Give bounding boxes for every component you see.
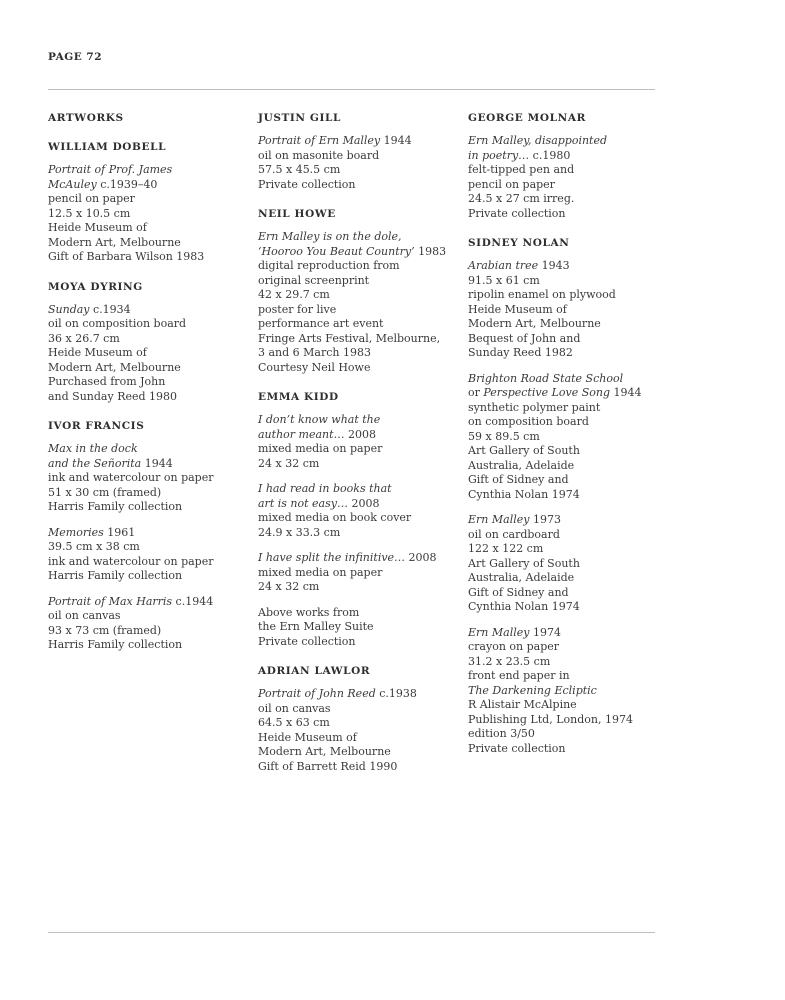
artwork-detail-text: 2008 — [347, 496, 380, 510]
column-2 — [258, 112, 458, 790]
artwork-title-text: Ern Malley, disappointed — [468, 134, 608, 147]
artwork-detail-text: Cynthia Nolan 1974 — [468, 487, 580, 501]
artist-name: NEIL HOWE — [258, 208, 336, 220]
artwork-detail-text: Australia, Adelaide — [468, 571, 575, 584]
artwork-line — [258, 163, 458, 178]
artwork-line — [48, 569, 248, 584]
artwork-line — [468, 207, 668, 222]
artwork-detail-text: pencil on paper — [48, 192, 135, 205]
artwork-line — [468, 259, 668, 274]
artwork-detail-text: Fringe Arts Festival, Melbourne, — [258, 331, 441, 345]
artwork-entry — [258, 134, 458, 192]
artwork-detail-text: 2008 — [405, 551, 437, 564]
artwork-detail-text: front end paper in — [468, 669, 570, 682]
artwork-detail-text: 42 x 29.7 cm — [258, 288, 330, 301]
artwork-line — [468, 542, 668, 557]
artwork-line — [258, 274, 458, 289]
artwork-detail-text: poster for live — [258, 302, 337, 316]
artwork-detail-text: 1944 — [610, 386, 642, 399]
section-title: ARTWORKS — [48, 112, 124, 124]
artwork-entry — [258, 687, 458, 774]
artwork-line — [468, 163, 668, 178]
artwork-line — [468, 640, 668, 655]
artwork-line — [48, 250, 248, 265]
artwork-line — [468, 684, 668, 699]
artwork-line — [258, 245, 458, 260]
artist-group — [48, 281, 248, 405]
artwork-detail-text: Private collection — [468, 741, 566, 755]
artwork-title-text: in poetry… — [468, 148, 530, 162]
artwork-entry — [48, 526, 248, 584]
artwork-title-text: Portrait of Ern Malley — [258, 134, 381, 147]
artist-name: MOYA DYRING — [48, 280, 143, 293]
artist-name: EMMA KIDD — [258, 391, 339, 403]
artwork-detail-text: oil on masonite board — [258, 148, 380, 162]
artwork-detail-text: Gift of Barrett Reid 1990 — [258, 759, 398, 773]
artist-name: SIDNEY NOLAN — [468, 237, 570, 249]
artist-group — [468, 237, 668, 756]
artwork-line — [468, 698, 668, 713]
artwork-detail-text: R Alistair McAlpine — [468, 698, 577, 711]
artwork-detail-text: oil on composition board — [48, 317, 187, 330]
artwork-line — [258, 635, 458, 650]
artwork-line — [468, 586, 668, 601]
artwork-line — [468, 303, 668, 318]
artwork-line — [258, 687, 458, 702]
artwork-line — [468, 317, 668, 332]
artwork-detail-text: 24.5 x 27 cm irreg. — [468, 192, 575, 205]
artwork-title-text: Sunday — [48, 302, 90, 316]
artwork-line — [48, 390, 248, 405]
artwork-line — [48, 555, 248, 570]
artwork-title-text: I have split the infinitive… — [258, 551, 406, 564]
artwork-detail-text: felt-tipped pen and — [468, 163, 575, 176]
artwork-line — [468, 274, 668, 289]
artwork-title-text: Ern Malley — [468, 513, 530, 526]
artwork-line — [468, 386, 668, 401]
artwork-line — [258, 259, 458, 274]
artwork-line — [48, 624, 248, 639]
artwork-detail-text: Heide Museum of — [48, 221, 147, 234]
artwork-line — [468, 571, 668, 586]
artwork-detail-text: Courtesy Neil Howe — [258, 360, 371, 374]
artwork-line — [468, 149, 668, 164]
artwork-detail-text: original screenprint — [258, 273, 370, 287]
artwork-entry — [468, 626, 668, 757]
artwork-line — [468, 444, 668, 459]
artwork-detail-text: mixed media on paper — [258, 442, 383, 455]
artwork-line — [48, 442, 248, 457]
artwork-line — [48, 500, 248, 515]
artwork-detail-text: synthetic polymer paint — [468, 400, 601, 414]
artwork-detail-text: Publishing Ltd, London, 1974 — [468, 712, 633, 726]
artwork-detail-text: 3 and 6 March 1983 — [258, 346, 371, 359]
artist-group — [258, 112, 458, 192]
artwork-line — [258, 332, 458, 347]
artwork-line — [48, 236, 248, 251]
artwork-detail-text: Australia, Adelaide — [468, 458, 575, 472]
artwork-line — [468, 192, 668, 207]
artwork-line — [48, 317, 248, 332]
artwork-detail-text: 1983 — [414, 244, 447, 258]
artist-group — [468, 112, 668, 221]
artwork-line — [468, 528, 668, 543]
artist-group — [258, 665, 458, 774]
artwork-title-text: ‘Hooroo You Beaut Country’ — [258, 244, 415, 258]
artwork-title-text: Memories — [48, 525, 104, 539]
artwork-detail-text: 12.5 x 10.5 cm — [48, 206, 131, 220]
artwork-line — [468, 727, 668, 742]
artwork-detail-text: pencil on paper — [468, 177, 555, 191]
artwork-detail-text: mixed media on book cover — [258, 511, 412, 524]
artwork-detail-text: Modern Art, Melbourne — [48, 360, 181, 374]
artwork-entry — [258, 413, 458, 471]
artwork-title-text: The Darkening Ecliptic — [468, 683, 597, 697]
artwork-detail-text: Modern Art, Melbourne — [48, 235, 181, 249]
artwork-title-text: McAuley — [48, 177, 97, 191]
artwork-detail-text: crayon on paper — [468, 640, 560, 653]
artwork-detail-text: digital reproduction from — [258, 259, 400, 272]
artwork-line — [258, 566, 458, 581]
artwork-title-text: Brighton Road State School — [468, 371, 624, 385]
artwork-title-text: Perspective Love Song — [483, 386, 611, 399]
artist-name: WILLIAM DOBELL — [48, 141, 167, 153]
artwork-line — [48, 540, 248, 555]
artwork-detail-text: Heide Museum of — [468, 302, 567, 316]
artwork-detail-text: 93 x 73 cm (framed) — [48, 623, 162, 637]
artwork-detail-text: Modern Art, Melbourne — [468, 317, 601, 330]
artwork-title-text: Portrait of John Reed — [258, 687, 376, 700]
artwork-detail-text: Purchased from John — [48, 375, 166, 388]
artwork-detail-text: edition 3/50 — [468, 727, 535, 740]
artwork-detail-text: Private collection — [468, 206, 566, 220]
artwork-detail-text: ink and watercolour on paper — [48, 554, 214, 568]
artwork-line — [468, 372, 668, 387]
artwork-line — [468, 178, 668, 193]
artwork-detail-text: ink and watercolour on paper — [48, 471, 214, 484]
artwork-line — [258, 288, 458, 303]
artwork-line — [258, 760, 458, 775]
artwork-line — [468, 742, 668, 757]
artwork-line — [468, 415, 668, 430]
artwork-line — [48, 609, 248, 624]
artwork-title-text: author meant… — [258, 427, 345, 441]
artwork-line — [258, 442, 458, 457]
artwork-entry — [258, 551, 458, 595]
artwork-detail-text: Private collection — [258, 634, 356, 648]
artist-group — [48, 141, 248, 265]
artwork-line — [258, 303, 458, 318]
artwork-detail-text: or — [468, 386, 484, 399]
artwork-line — [258, 497, 458, 512]
artwork-detail-text: 24.9 x 33.3 cm — [258, 525, 341, 539]
artwork-entry — [258, 606, 458, 650]
artwork-detail-text: c.1939–40 — [96, 177, 158, 191]
artwork-line — [258, 620, 458, 635]
artwork-title-text: Portrait of Prof. James — [48, 163, 173, 176]
artwork-detail-text: 39.5 cm x 38 cm — [48, 540, 140, 553]
artwork-detail-text: Harris Family collection — [48, 638, 183, 651]
artwork-line — [468, 513, 668, 528]
artwork-line — [258, 134, 458, 149]
artwork-line — [468, 557, 668, 572]
artwork-detail-text: ripolin enamel on plywood — [468, 288, 616, 301]
artwork-line — [468, 600, 668, 615]
artwork-detail-text: 2008 — [344, 427, 377, 441]
artwork-line — [48, 346, 248, 361]
artwork-detail-text: 1943 — [538, 259, 570, 272]
artist-name: GEORGE MOLNAR — [468, 112, 586, 124]
artwork-line — [468, 134, 668, 149]
artwork-line — [468, 626, 668, 641]
artwork-detail-text: Gift of Sidney and — [468, 473, 569, 486]
artwork-title-text: Ern Malley is on the dole, — [258, 230, 402, 243]
artwork-line — [468, 430, 668, 445]
artwork-detail-text: Gift of Barbara Wilson 1983 — [48, 250, 205, 263]
artwork-detail-text: 31.2 x 23.5 cm — [468, 654, 551, 668]
artwork-line — [48, 332, 248, 347]
artwork-line — [468, 332, 668, 347]
artwork-line — [258, 702, 458, 717]
artwork-detail-text: 1944 — [380, 134, 412, 147]
artwork-detail-text: Heide Museum of — [48, 346, 147, 359]
top-divider — [48, 89, 655, 90]
artwork-entry — [468, 372, 668, 503]
artwork-title-text: I had read in books that — [258, 482, 392, 495]
artwork-title-text: Max in the dock — [48, 442, 138, 455]
page-number: PAGE 72 — [48, 51, 103, 63]
artwork-line — [468, 669, 668, 684]
artwork-line — [48, 595, 248, 610]
artist-name: ADRIAN LAWLOR — [258, 665, 371, 677]
artwork-detail-text: c.1944 — [172, 594, 214, 608]
artwork-detail-text: Private collection — [258, 177, 356, 191]
artwork-entry — [258, 482, 458, 540]
artwork-title-text: Arabian tree — [468, 259, 539, 272]
artist-group — [48, 420, 248, 653]
artwork-line — [258, 551, 458, 566]
artwork-line — [48, 457, 248, 472]
artwork-line — [258, 413, 458, 428]
artwork-detail-text: 36 x 26.7 cm — [48, 331, 120, 345]
artwork-detail-text: Above works from — [258, 605, 360, 619]
artwork-line — [48, 221, 248, 236]
artwork-line — [258, 526, 458, 541]
artwork-detail-text: on composition board — [468, 415, 589, 428]
artwork-line — [258, 511, 458, 526]
artist-group — [258, 391, 458, 649]
artwork-line — [258, 482, 458, 497]
artwork-detail-text: Harris Family collection — [48, 569, 183, 582]
artwork-line — [468, 459, 668, 474]
artwork-detail-text: 64.5 x 63 cm — [258, 716, 330, 729]
artwork-line — [48, 207, 248, 222]
artwork-detail-text: 1944 — [141, 456, 173, 470]
artwork-title-text: art is not easy… — [258, 496, 348, 510]
artwork-detail-text: 24 x 32 cm — [258, 456, 320, 470]
artist-group — [258, 208, 458, 375]
artwork-line — [48, 486, 248, 501]
artwork-detail-text: 91.5 x 61 cm — [468, 273, 540, 287]
artwork-line — [48, 192, 248, 207]
artwork-line — [258, 230, 458, 245]
column-1 — [48, 112, 248, 669]
artwork-line — [48, 361, 248, 376]
artist-name: IVOR FRANCIS — [48, 420, 145, 432]
artwork-detail-text: Heide Museum of — [258, 730, 357, 744]
artwork-entry — [468, 259, 668, 361]
artwork-line — [258, 580, 458, 595]
artwork-title-text: Ern Malley — [468, 625, 530, 639]
artwork-detail-text: 1961 — [103, 525, 136, 539]
artwork-detail-text: Gift of Sidney and — [468, 585, 569, 599]
artwork-title-text: and the Señorita — [48, 456, 142, 470]
artwork-detail-text: oil on cardboard — [468, 527, 560, 541]
artwork-line — [48, 303, 248, 318]
artwork-detail-text: Modern Art, Melbourne — [258, 745, 391, 758]
artwork-detail-text: 122 x 122 cm — [468, 542, 544, 555]
artwork-detail-text: performance art event — [258, 317, 384, 330]
artwork-line — [258, 346, 458, 361]
artwork-line — [48, 375, 248, 390]
artwork-line — [258, 731, 458, 746]
artwork-line — [258, 428, 458, 443]
artwork-detail-text: oil on canvas — [258, 701, 331, 715]
artwork-detail-text: 24 x 32 cm — [258, 580, 320, 593]
artwork-line — [48, 178, 248, 193]
artwork-entry — [48, 442, 248, 515]
artwork-line — [468, 713, 668, 728]
artwork-line — [258, 716, 458, 731]
artwork-detail-text: c.1980 — [529, 148, 571, 162]
artwork-detail-text: mixed media on paper — [258, 565, 383, 579]
artwork-detail-text: oil on canvas — [48, 609, 121, 622]
artwork-entry — [258, 230, 458, 375]
artist-name: JUSTIN GILL — [258, 112, 341, 124]
artwork-line — [48, 526, 248, 541]
artwork-line — [468, 488, 668, 503]
artwork-line — [468, 346, 668, 361]
artwork-detail-text: and Sunday Reed 1980 — [48, 389, 178, 403]
artwork-line — [258, 317, 458, 332]
column-3 — [468, 112, 668, 772]
artwork-detail-text: 1973 — [529, 513, 561, 526]
artwork-detail-text: Harris Family collection — [48, 500, 183, 513]
artwork-detail-text: Art Gallery of South — [468, 444, 580, 457]
artwork-line — [258, 745, 458, 760]
artwork-detail-text: Sunday Reed 1982 — [468, 346, 573, 359]
artwork-entry — [468, 513, 668, 615]
artwork-detail-text: Art Gallery of South — [468, 556, 580, 570]
artwork-line — [468, 401, 668, 416]
artwork-line — [48, 163, 248, 178]
artwork-line — [468, 473, 668, 488]
artwork-entry — [468, 134, 668, 221]
artwork-line — [258, 457, 458, 472]
artwork-detail-text: 57.5 x 45.5 cm — [258, 163, 341, 176]
artwork-entry — [48, 595, 248, 653]
artwork-detail-text: 59 x 89.5 cm — [468, 429, 540, 443]
artwork-detail-text: 1974 — [529, 625, 561, 639]
artwork-detail-text: Bequest of John and — [468, 331, 581, 345]
artwork-entry — [48, 303, 248, 405]
artwork-title-text: I don’t know what the — [258, 413, 381, 426]
bottom-divider — [48, 932, 655, 933]
artwork-detail-text: Cynthia Nolan 1974 — [468, 600, 580, 613]
artwork-line — [258, 149, 458, 164]
artwork-entry — [48, 163, 248, 265]
artwork-detail-text: the Ern Malley Suite — [258, 620, 374, 633]
artwork-line — [258, 361, 458, 376]
artwork-line — [468, 655, 668, 670]
artwork-line — [48, 638, 248, 653]
artwork-detail-text: c.1934 — [89, 302, 131, 316]
artwork-detail-text: 51 x 30 cm (framed) — [48, 485, 162, 499]
artwork-line — [468, 288, 668, 303]
artwork-line — [48, 471, 248, 486]
artwork-line — [258, 606, 458, 621]
artwork-detail-text: c.1938 — [375, 687, 417, 700]
artwork-title-text: Portrait of Max Harris — [48, 594, 173, 608]
artwork-line — [258, 178, 458, 193]
